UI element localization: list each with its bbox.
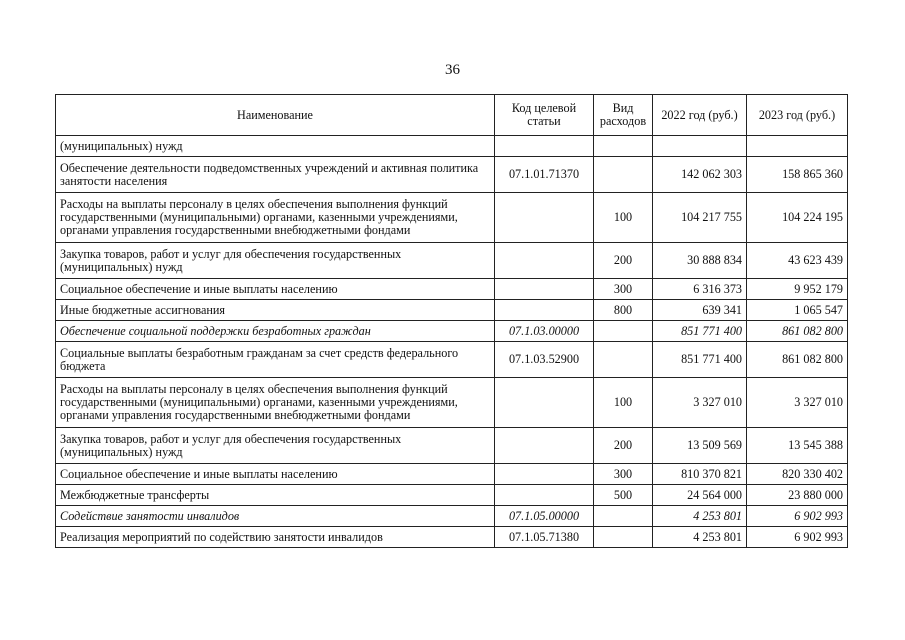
cell-2023: 861 082 800 [747,321,848,342]
cell-name: Реализация мероприятий по содействию занятости инвалидов [56,527,495,548]
cell-type [594,157,653,193]
table-row [56,428,848,464]
cell-2023: 6 902 993 [747,527,848,548]
cell-type: 800 [594,300,653,321]
cell-2023: 158 865 360 [747,157,848,193]
cell-name: Иные бюджетные ассигнования [56,300,495,321]
cell-2023: 13 545 388 [747,428,848,464]
budget-table [55,94,848,548]
cell-name: Расходы на выплаты персоналу в целях обеспечения выполнения функций государственными (муниципальными) органами, казенными учреждениями, органами управления государственными внебюджетными фондами [56,193,495,243]
header-name: Наименование [56,95,495,136]
table-row [56,157,848,193]
header-code: Код целевой статьи [495,95,594,136]
cell-2022: 810 370 821 [653,464,747,485]
header-2022: 2022 год (руб.) [653,95,747,136]
header-2023: 2023 год (руб.) [747,95,848,136]
cell-2022: 851 771 400 [653,321,747,342]
table-row [56,485,848,506]
cell-code [495,300,594,321]
cell-code [495,136,594,157]
table-row [56,506,848,527]
cell-name: Закупка товаров, работ и услуг для обеспечения государственных (муниципальных) нужд [56,243,495,279]
cell-type: 300 [594,464,653,485]
cell-code [495,279,594,300]
cell-2022 [653,136,747,157]
cell-name: Социальные выплаты безработным гражданам за счет средств федерального бюджета [56,342,495,378]
cell-name: Социальное обеспечение и иные выплаты населению [56,464,495,485]
cell-code [495,485,594,506]
cell-name: Обеспечение деятельности подведомственных учреждений и активная политика занятости населения [56,157,495,193]
cell-code [495,428,594,464]
table-row [56,300,848,321]
cell-type: 100 [594,378,653,428]
cell-code [495,243,594,279]
table-row [56,321,848,342]
cell-name: Расходы на выплаты персоналу в целях обеспечения выполнения функций государственными (муниципальными) органами, казенными учреждениями, органами управления государственными внебюджетными фондами [56,378,495,428]
cell-2023: 9 952 179 [747,279,848,300]
cell-code [495,378,594,428]
cell-2022: 851 771 400 [653,342,747,378]
cell-2022: 4 253 801 [653,506,747,527]
cell-code: 07.1.03.52900 [495,342,594,378]
cell-type: 300 [594,279,653,300]
cell-type [594,136,653,157]
cell-code: 07.1.05.71380 [495,527,594,548]
table-row [56,342,848,378]
cell-2022: 24 564 000 [653,485,747,506]
cell-code: 07.1.01.71370 [495,157,594,193]
cell-2022: 639 341 [653,300,747,321]
cell-type: 500 [594,485,653,506]
cell-2022: 104 217 755 [653,193,747,243]
table-header-row [56,95,848,136]
cell-code [495,193,594,243]
cell-name: Закупка товаров, работ и услуг для обеспечения государственных (муниципальных) нужд [56,428,495,464]
page-number: 36 [445,62,460,78]
cell-2023: 3 327 010 [747,378,848,428]
cell-2023: 861 082 800 [747,342,848,378]
cell-type [594,342,653,378]
cell-name: Межбюджетные трансферты [56,485,495,506]
cell-code: 07.1.03.00000 [495,321,594,342]
cell-2023: 43 623 439 [747,243,848,279]
header-type: Вид расходов [594,95,653,136]
table-row [56,136,848,157]
table-row [56,193,848,243]
cell-2022: 13 509 569 [653,428,747,464]
cell-name: Содействие занятости инвалидов [56,506,495,527]
table-row [56,464,848,485]
table-row [56,527,848,548]
cell-name: (муниципальных) нужд [56,136,495,157]
cell-2023: 1 065 547 [747,300,848,321]
cell-code [495,464,594,485]
table-row [56,243,848,279]
cell-name: Социальное обеспечение и иные выплаты населению [56,279,495,300]
cell-2023: 23 880 000 [747,485,848,506]
cell-type [594,506,653,527]
cell-2022: 3 327 010 [653,378,747,428]
cell-2023 [747,136,848,157]
cell-name: Обеспечение социальной поддержки безработных граждан [56,321,495,342]
cell-type: 100 [594,193,653,243]
cell-2022: 142 062 303 [653,157,747,193]
table-row [56,378,848,428]
cell-2022: 4 253 801 [653,527,747,548]
cell-2022: 30 888 834 [653,243,747,279]
cell-type [594,321,653,342]
cell-type: 200 [594,428,653,464]
cell-2022: 6 316 373 [653,279,747,300]
table-row [56,279,848,300]
cell-code: 07.1.05.00000 [495,506,594,527]
cell-2023: 6 902 993 [747,506,848,527]
cell-type: 200 [594,243,653,279]
cell-type [594,527,653,548]
cell-2023: 104 224 195 [747,193,848,243]
cell-2023: 820 330 402 [747,464,848,485]
